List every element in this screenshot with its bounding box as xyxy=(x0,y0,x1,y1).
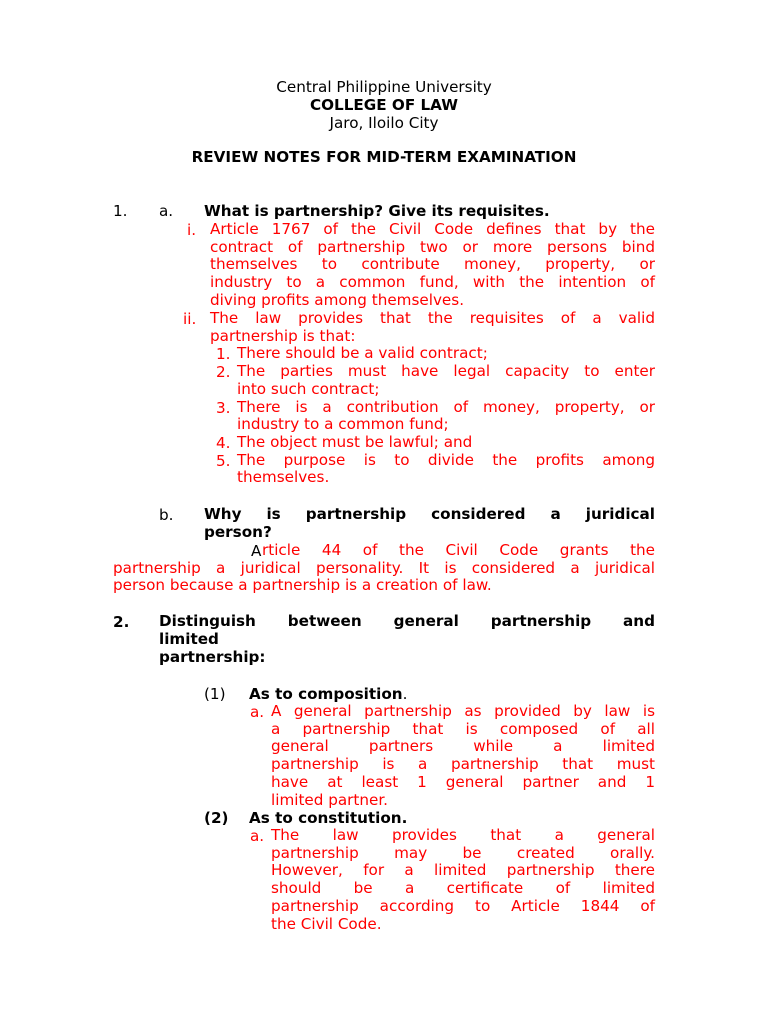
q1-number: 1. xyxy=(113,202,128,220)
requisite-2-number: 2. xyxy=(216,363,231,382)
requisite-5-line-2: themselves. xyxy=(237,468,330,487)
location: Jaro, Iloilo City xyxy=(329,114,439,132)
q2-question-line-3: partnership: xyxy=(159,648,266,666)
requisite-2-line-1: The parties must have legal capacity to enter xyxy=(237,362,655,381)
s1-heading: As to composition xyxy=(249,685,403,703)
q1b-answer-line-2: partnership a juridical personality. It is considered a juridical xyxy=(113,558,655,577)
requisite-3-line-1: There is a contribution of money, property, or xyxy=(237,397,655,416)
q1a-i-line-2: contract of partnership two or more persons bind xyxy=(210,237,655,256)
q2-number: 2. xyxy=(113,613,130,631)
s2-a-label: a. xyxy=(250,827,265,845)
s1-heading-tail: . xyxy=(402,685,408,703)
s1-label: (1) xyxy=(204,685,226,703)
q1a-ii-line-1: The law provides that the requisites of a valid xyxy=(210,309,655,327)
q1a-i-line-5: diving profits among themselves. xyxy=(210,290,465,309)
requisite-1-line-1: There should be a valid contract; xyxy=(237,344,488,363)
q1b-question-line-1: Why is partnership considered a juridical xyxy=(204,505,655,523)
s2-line-5: partnership according to Article 1844 of xyxy=(271,896,655,915)
q1a-i-line-3: themselves to contribute money, property, or xyxy=(210,255,655,274)
requisite-3-line-2: industry to a common fund; xyxy=(237,415,449,434)
s2-line-4: should be a certificate of limited xyxy=(271,879,655,898)
university-name: Central Philippine University xyxy=(276,78,492,96)
s1-a-label: a. xyxy=(250,703,265,721)
s1-line-3: general partners while a limited xyxy=(271,737,655,756)
q1b-answer-first-letter: A xyxy=(251,542,262,560)
s2-heading: As to constitution. xyxy=(249,809,408,827)
s1-line-6: limited partner. xyxy=(271,790,389,809)
q2-question-line-1: Distinguish between general partnership and xyxy=(159,612,655,630)
q1a-label: a. xyxy=(159,202,174,220)
q2-question-line-2: limited xyxy=(159,629,219,648)
requisite-5-number: 5. xyxy=(216,451,231,470)
requisite-3-number: 3. xyxy=(216,398,231,417)
q1a-i-label: i. xyxy=(187,221,197,239)
q1b-answer-line-3: person because a partnership is a creation of law. xyxy=(113,576,492,595)
s1-line-4: partnership is a partnership that must xyxy=(271,755,655,774)
s2-line-2: partnership may be created orally. xyxy=(271,843,655,862)
requisite-1-number: 1. xyxy=(216,345,231,364)
q1a-question: What is partnership? Give its requisites. xyxy=(204,202,550,220)
requisite-2-line-2: into such contract; xyxy=(237,379,380,398)
s1-heading-row xyxy=(249,685,407,703)
s1-line-1: A general partnership as provided by law is xyxy=(271,702,655,720)
s2-line-1: The law provides that a general xyxy=(271,826,655,844)
document-title: REVIEW NOTES FOR MID-TERM EXAMINATION xyxy=(191,148,577,166)
requisite-4-line-1: The object must be lawful; and xyxy=(237,432,473,451)
q1a-i-line-1: Article 1767 of the Civil Code defines that by the xyxy=(210,220,655,238)
college-name: COLLEGE OF LAW xyxy=(310,96,458,114)
q1a-i-line-4: industry to a common fund, with the intention of xyxy=(210,273,655,292)
s1-line-2: a partnership that is composed of all xyxy=(271,719,655,738)
q1a-ii-line-2: partnership is that: xyxy=(210,326,356,345)
s2-line-6: the Civil Code. xyxy=(271,914,382,933)
s2-label: (2) xyxy=(204,809,229,827)
q1b-question-line-2: person? xyxy=(204,522,272,541)
requisite-4-number: 4. xyxy=(216,433,231,452)
requisite-5-line-1: The purpose is to divide the profits among xyxy=(237,450,655,469)
q1a-ii-label: ii. xyxy=(183,310,197,328)
s2-line-3: However, for a limited partnership there xyxy=(271,861,655,880)
q1b-answer-line-1: rticle 44 of the Civil Code grants the xyxy=(262,541,655,559)
q1b-label: b. xyxy=(159,506,174,524)
s1-line-5: have at least 1 general partner and 1 xyxy=(271,772,655,791)
